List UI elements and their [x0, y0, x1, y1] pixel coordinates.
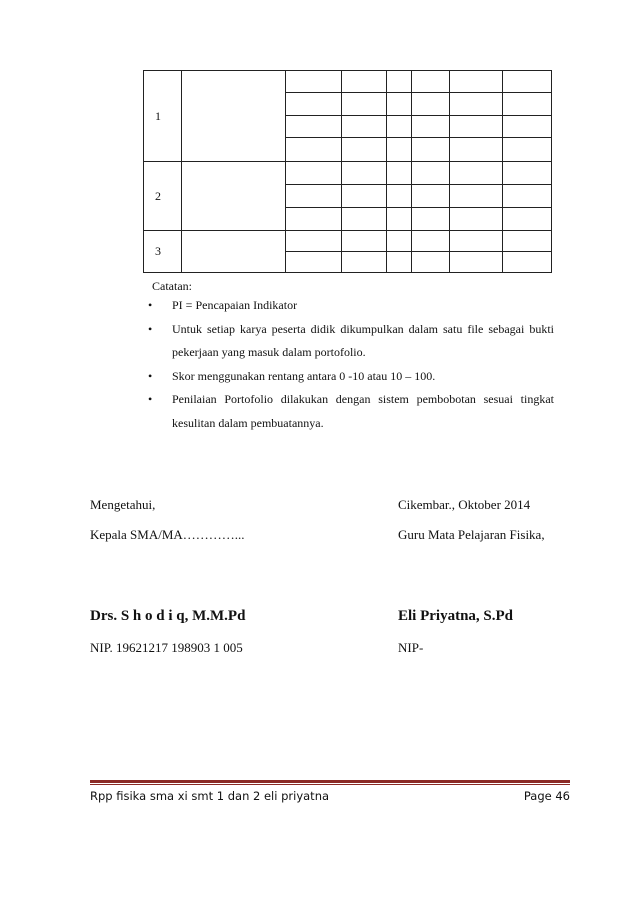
score-cell [286, 116, 342, 138]
score-cell [412, 252, 450, 273]
indicator-cell [182, 231, 286, 273]
score-cell [450, 93, 503, 116]
score-cell [503, 231, 552, 252]
score-cell [503, 185, 552, 208]
page-number: Page 46 [523, 789, 570, 803]
indicator-cell [182, 162, 286, 231]
score-cell [503, 162, 552, 185]
score-cell [450, 71, 503, 93]
row-number-3: 3 [144, 231, 182, 273]
note-item: • Skor menggunakan rentang antara 0 -10 atau 10 – 100. [146, 365, 554, 389]
indicator-cell [182, 71, 286, 162]
acknowledge-label: Mengetahui, [90, 497, 156, 512]
bullet-icon: • [148, 368, 153, 383]
bullet-icon: • [148, 298, 153, 312]
score-cell [503, 93, 552, 116]
score-cell [387, 138, 412, 162]
score-cell [387, 93, 412, 116]
note-item: • Untuk setiap karya peserta didik dikumpulkan dalam satu file sebagai bukti pekerjaan yang masuk dalam portofolio. [146, 318, 554, 365]
score-cell [387, 185, 412, 208]
bullet-icon: • [148, 392, 153, 406]
row-number-1: 1 [144, 71, 182, 162]
score-cell [412, 208, 450, 231]
portfolio-score-table [143, 70, 552, 273]
score-cell [342, 162, 387, 185]
score-cell [387, 116, 412, 138]
score-cell [342, 138, 387, 162]
score-cell [412, 162, 450, 185]
row-number-2: 2 [144, 162, 182, 231]
notes-list [146, 294, 554, 435]
score-cell [412, 93, 450, 116]
score-cell [450, 116, 503, 138]
note-item: • Penilaian Portofolio dilakukan dengan sistem pembobotan sesuai tingkat kesulitan dalam pembuatannya. [146, 388, 554, 435]
score-cell [412, 71, 450, 93]
score-cell [503, 116, 552, 138]
place-date: Cikembar., Oktober 2014 [398, 497, 531, 512]
score-cell [503, 252, 552, 273]
principal-role: Kepala SMA/MA…………... [90, 527, 245, 542]
note-item: • PI = Pencapaian Indikator [146, 294, 554, 318]
score-cell [387, 231, 412, 252]
score-cell [450, 208, 503, 231]
principal-name: Drs. S h o d i q, M.M.Pd [90, 608, 246, 624]
footer-rule [90, 780, 570, 783]
score-cell [503, 71, 552, 93]
score-cell [286, 93, 342, 116]
score-cell [342, 252, 387, 273]
score-cell [286, 71, 342, 93]
score-cell [450, 231, 503, 252]
score-cell [286, 138, 342, 162]
score-cell [450, 138, 503, 162]
score-cell [286, 162, 342, 185]
notes-title: Catatan: [152, 279, 192, 293]
score-cell [450, 252, 503, 273]
score-cell [387, 208, 412, 231]
score-cell [342, 71, 387, 93]
score-cell [286, 231, 342, 252]
score-cell [503, 208, 552, 231]
footer-title: Rpp fisika sma xi smt 1 dan 2 eli priyatna [90, 789, 330, 803]
score-cell [286, 208, 342, 231]
score-cell [286, 185, 342, 208]
score-cell [412, 231, 450, 252]
teacher-name: Eli Priyatna, S.Pd [398, 608, 514, 624]
score-cell [342, 231, 387, 252]
score-cell [387, 71, 412, 93]
score-cell [342, 116, 387, 138]
score-cell [387, 252, 412, 273]
score-cell [387, 162, 412, 185]
score-cell [503, 138, 552, 162]
teacher-role: Guru Mata Pelajaran Fisika, [398, 527, 545, 542]
teacher-nip: NIP- [398, 640, 424, 655]
score-cell [286, 252, 342, 273]
footer-rule-thin [90, 784, 570, 785]
score-cell [412, 116, 450, 138]
bullet-icon: • [148, 321, 153, 336]
score-cell [342, 93, 387, 116]
score-cell [412, 138, 450, 162]
score-cell [342, 185, 387, 208]
score-cell [450, 162, 503, 185]
score-cell [342, 208, 387, 231]
principal-nip: NIP. 19621217 198903 1 005 [90, 640, 243, 655]
score-cell [450, 185, 503, 208]
score-cell [412, 185, 450, 208]
